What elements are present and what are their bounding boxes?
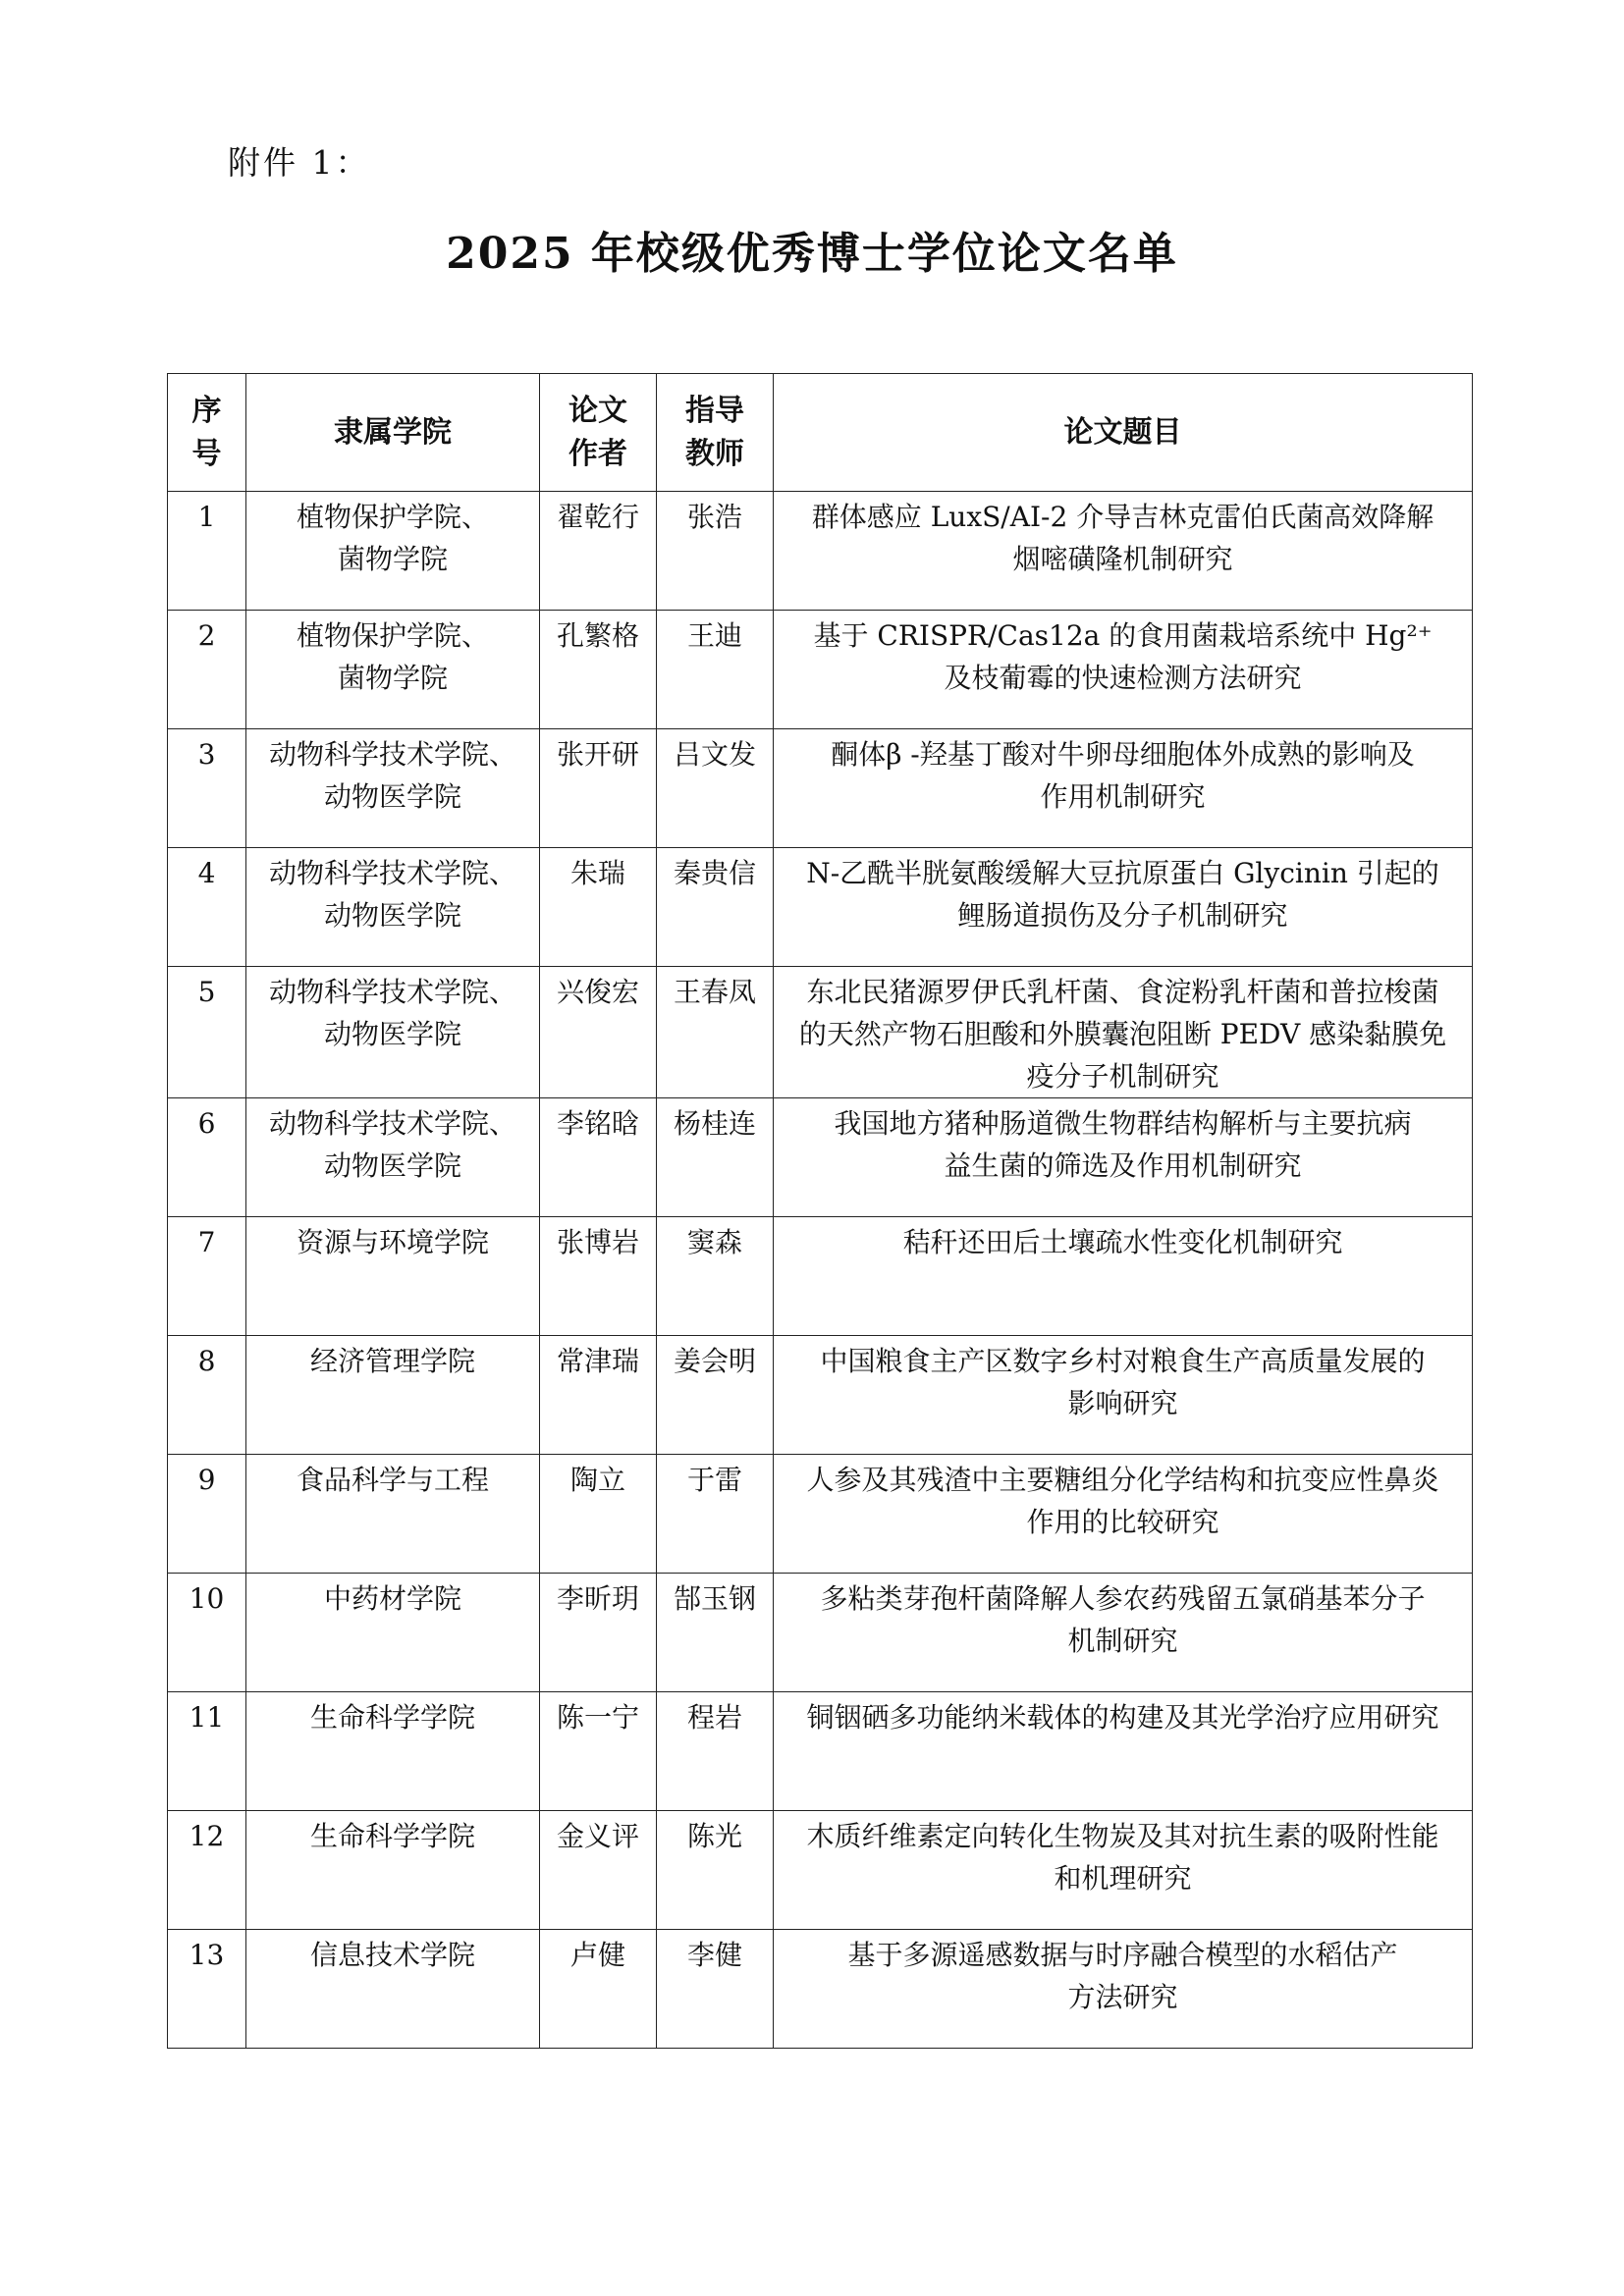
header-author-line: 作者	[568, 436, 627, 471]
row-author: 兴俊宏	[540, 967, 657, 1098]
table-row	[168, 611, 1473, 729]
thesis-title-line: 基于 CRISPR/Cas12a 的食用菌栽培系统中 Hg²⁺	[813, 619, 1433, 652]
row-advisor: 姜会明	[657, 1336, 774, 1455]
row-advisor: 李健	[657, 1930, 774, 2049]
row-advisor: 郜玉钢	[657, 1574, 774, 1692]
table-row	[168, 848, 1473, 967]
table-row	[168, 1217, 1473, 1336]
row-author: 张博岩	[540, 1217, 657, 1336]
row-college	[246, 1217, 540, 1336]
row-index: 8	[168, 1336, 246, 1455]
row-college	[246, 611, 540, 729]
row-advisor: 杨桂连	[657, 1098, 774, 1217]
header-index	[168, 374, 246, 492]
row-author: 翟乾行	[540, 492, 657, 611]
thesis-title-line: 人参及其残渣中主要糖组分化学结构和抗变应性鼻炎	[806, 1464, 1439, 1496]
row-thesis-title	[774, 1692, 1473, 1811]
college-line: 动物科学技术学院、	[268, 976, 516, 1008]
thesis-title-line: 作用机制研究	[1040, 780, 1206, 813]
row-author: 孔繁格	[540, 611, 657, 729]
row-college	[246, 1692, 540, 1811]
thesis-title-line: 秸秆还田后土壤疏水性变化机制研究	[902, 1226, 1343, 1258]
row-advisor: 秦贵信	[657, 848, 774, 967]
thesis-title-line: N-乙酰半胱氨酸缓解大豆抗原蛋白 Glycinin 引起的	[806, 857, 1439, 889]
row-index: 1	[168, 492, 246, 611]
row-advisor: 张浩	[657, 492, 774, 611]
row-index: 2	[168, 611, 246, 729]
row-college	[246, 1455, 540, 1574]
thesis-title-line: 方法研究	[1067, 1981, 1178, 2013]
row-college	[246, 1574, 540, 1692]
row-thesis-title	[774, 1811, 1473, 1930]
college-line: 生命科学学院	[309, 1820, 475, 1852]
college-line: 动物科学技术学院、	[268, 1107, 516, 1140]
header-advisor	[657, 374, 774, 492]
row-thesis-title	[774, 848, 1473, 967]
table-row	[168, 729, 1473, 848]
row-index: 4	[168, 848, 246, 967]
table-row	[168, 1692, 1473, 1811]
college-line: 植物保护学院、	[296, 619, 489, 652]
row-index: 6	[168, 1098, 246, 1217]
row-index: 5	[168, 967, 246, 1098]
attachment-label: 附件 1：	[228, 143, 371, 182]
row-thesis-title	[774, 1217, 1473, 1336]
thesis-title-line: 及枝葡霉的快速检测方法研究	[944, 662, 1302, 694]
row-author: 卢健	[540, 1930, 657, 2049]
thesis-title-line: 作用的比较研究	[1026, 1506, 1219, 1538]
row-index: 10	[168, 1574, 246, 1692]
table-row	[168, 492, 1473, 611]
college-line: 生命科学学院	[309, 1701, 475, 1734]
row-advisor: 窦森	[657, 1217, 774, 1336]
college-line: 动物医学院	[323, 1018, 461, 1050]
table-header-row	[168, 374, 1473, 492]
row-thesis-title	[774, 729, 1473, 848]
row-thesis-title	[774, 611, 1473, 729]
row-thesis-title	[774, 1098, 1473, 1217]
thesis-title-line: 中国粮食主产区数字乡村对粮食生产高质量发展的	[820, 1345, 1426, 1377]
thesis-title-line: 铜铟硒多功能纳米载体的构建及其光学治疗应用研究	[806, 1701, 1439, 1734]
thesis-title-line: 烟嘧磺隆机制研究	[1012, 543, 1233, 575]
thesis-title-line: 鲤肠道损伤及分子机制研究	[957, 899, 1288, 932]
row-index: 7	[168, 1217, 246, 1336]
row-thesis-title	[774, 1336, 1473, 1455]
thesis-title-line: 益生菌的筛选及作用机制研究	[944, 1149, 1302, 1182]
page-title: 2025 年校级优秀博士学位论文名单	[446, 229, 1178, 279]
row-college	[246, 967, 540, 1098]
college-line: 动物科学技术学院、	[268, 738, 516, 771]
row-author: 陈一宁	[540, 1692, 657, 1811]
college-line: 中药材学院	[323, 1582, 461, 1615]
table-row	[168, 1930, 1473, 2049]
thesis-title-line: 东北民猪源罗伊氏乳杆菌、食淀粉乳杆菌和普拉梭菌	[806, 976, 1439, 1008]
row-thesis-title	[774, 1930, 1473, 2049]
table-row	[168, 967, 1473, 1098]
row-author: 金义评	[540, 1811, 657, 1930]
row-college	[246, 1811, 540, 1930]
row-college	[246, 1098, 540, 1217]
row-college	[246, 848, 540, 967]
header-author	[540, 374, 657, 492]
college-line: 菌物学院	[337, 543, 448, 575]
row-thesis-title	[774, 492, 1473, 611]
row-advisor: 王迪	[657, 611, 774, 729]
table-row	[168, 1455, 1473, 1574]
row-index: 9	[168, 1455, 246, 1574]
thesis-title-line: 的天然产物石胆酸和外膜囊泡阻断 PEDV 感染黏膜免	[798, 1018, 1447, 1050]
row-college	[246, 1930, 540, 2049]
thesis-title-line: 和机理研究	[1054, 1862, 1192, 1895]
college-line: 菌物学院	[337, 662, 448, 694]
row-author: 陶立	[540, 1455, 657, 1574]
table-row	[168, 1811, 1473, 1930]
row-index: 13	[168, 1930, 246, 2049]
row-advisor: 陈光	[657, 1811, 774, 1930]
row-thesis-title	[774, 1574, 1473, 1692]
table-row	[168, 1098, 1473, 1217]
row-college	[246, 1336, 540, 1455]
row-college	[246, 492, 540, 611]
header-thesis: 论文题目	[774, 374, 1473, 492]
college-line: 动物医学院	[323, 780, 461, 813]
thesis-title-line: 酮体β -羟基丁酸对牛卵母细胞体外成熟的影响及	[831, 738, 1415, 771]
row-thesis-title	[774, 967, 1473, 1098]
row-author: 朱瑞	[540, 848, 657, 967]
thesis-title-line: 我国地方猪种肠道微生物群结构解析与主要抗病	[834, 1107, 1412, 1140]
college-line: 信息技术学院	[309, 1939, 475, 1971]
row-thesis-title	[774, 1455, 1473, 1574]
header-advisor-line: 指导	[685, 393, 744, 428]
college-line: 资源与环境学院	[296, 1226, 489, 1258]
table-row	[168, 1574, 1473, 1692]
college-line: 动物科学技术学院、	[268, 857, 516, 889]
header-advisor-line: 教师	[685, 436, 744, 471]
header-index-line: 号	[191, 436, 222, 471]
thesis-title-line: 机制研究	[1067, 1625, 1178, 1657]
row-advisor: 于雷	[657, 1455, 774, 1574]
row-author: 李昕玥	[540, 1574, 657, 1692]
thesis-title-line: 基于多源遥感数据与时序融合模型的水稻估产	[847, 1939, 1398, 1971]
header-author-line: 论文	[568, 393, 627, 428]
row-college	[246, 729, 540, 848]
row-advisor: 程岩	[657, 1692, 774, 1811]
row-author: 常津瑞	[540, 1336, 657, 1455]
thesis-table	[167, 373, 1473, 2049]
college-line: 经济管理学院	[309, 1345, 475, 1377]
college-line: 动物医学院	[323, 1149, 461, 1182]
row-author: 张开研	[540, 729, 657, 848]
row-advisor: 王春凤	[657, 967, 774, 1098]
header-index-line: 序	[191, 393, 222, 428]
thesis-title-line: 影响研究	[1067, 1387, 1178, 1419]
table-row	[168, 1336, 1473, 1455]
college-line: 食品科学与工程	[296, 1464, 489, 1496]
thesis-title-line: 多粘类芽孢杆菌降解人参农药残留五氯硝基苯分子	[820, 1582, 1426, 1615]
college-line: 植物保护学院、	[296, 501, 489, 533]
college-line: 动物医学院	[323, 899, 461, 932]
row-index: 3	[168, 729, 246, 848]
row-index: 11	[168, 1692, 246, 1811]
row-index: 12	[168, 1811, 246, 1930]
row-author: 李铭晗	[540, 1098, 657, 1217]
row-advisor: 吕文发	[657, 729, 774, 848]
thesis-title-line: 疫分子机制研究	[1026, 1060, 1219, 1093]
header-college: 隶属学院	[246, 374, 540, 492]
thesis-title-line: 群体感应 LuxS/AI-2 介导吉林克雷伯氏菌高效降解	[811, 501, 1435, 533]
thesis-title-line: 木质纤维素定向转化生物炭及其对抗生素的吸附性能	[806, 1820, 1439, 1852]
